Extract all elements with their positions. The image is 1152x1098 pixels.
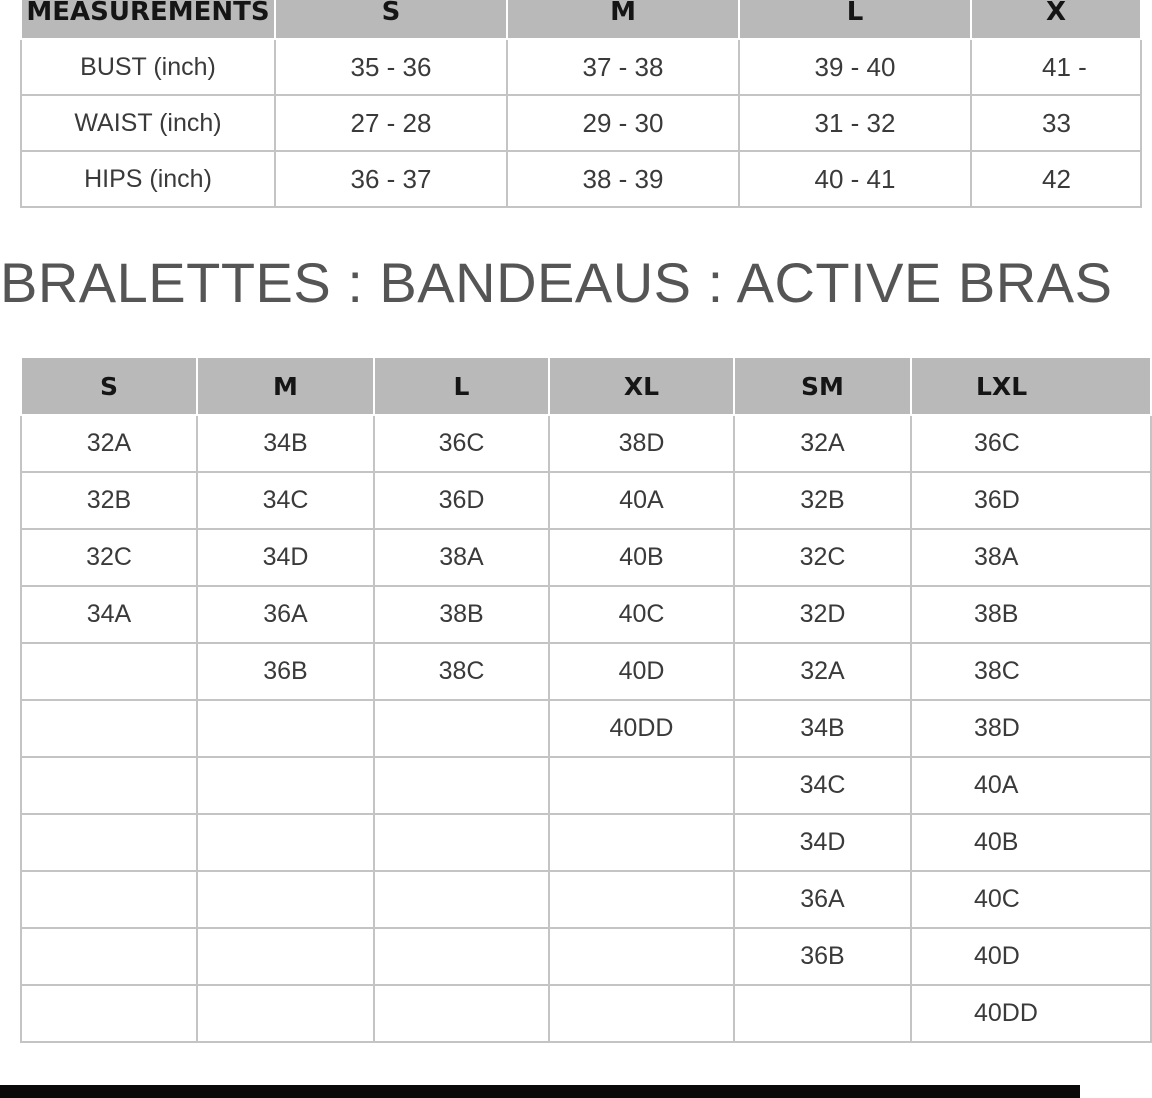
table-cell: 40C (549, 586, 734, 643)
table-cell: 32C (21, 529, 197, 586)
table-cell: 38B (911, 586, 1151, 643)
table-cell: 34D (734, 814, 911, 871)
header-m: M (197, 357, 374, 415)
table-cell: 34C (197, 472, 374, 529)
table-cell: 31 - 32 (739, 95, 971, 151)
table-cell: 40DD (911, 985, 1151, 1042)
table-cell (197, 814, 374, 871)
table-cell: 38A (911, 529, 1151, 586)
table-cell: 34D (197, 529, 374, 586)
table-cell (374, 700, 549, 757)
table-cell (197, 928, 374, 985)
header-s: S (21, 357, 197, 415)
measurements-header-s: S (275, 0, 507, 39)
table-cell: 32A (734, 415, 911, 472)
table-cell: 40C (911, 871, 1151, 928)
table-row (21, 151, 1141, 207)
measurements-header-row (21, 0, 1141, 39)
table-cell: 38A (374, 529, 549, 586)
table-cell (21, 700, 197, 757)
table-cell: 32C (734, 529, 911, 586)
table-row (21, 985, 1151, 1042)
table-cell: 36 - 37 (275, 151, 507, 207)
table-row (21, 415, 1151, 472)
table-cell: 27 - 28 (275, 95, 507, 151)
table-cell (197, 871, 374, 928)
table-row (21, 643, 1151, 700)
header-l: L (374, 357, 549, 415)
table-cell (197, 700, 374, 757)
table-cell (549, 928, 734, 985)
table-cell: 40DD (549, 700, 734, 757)
table-row (21, 95, 1141, 151)
table-cell: 36D (911, 472, 1151, 529)
table-cell (374, 928, 549, 985)
table-row (21, 529, 1151, 586)
table-cell: 38D (549, 415, 734, 472)
measurements-header-l: L (739, 0, 971, 39)
table-cell (374, 814, 549, 871)
table-cell: 34B (197, 415, 374, 472)
table-cell: 32A (734, 643, 911, 700)
table-cell: 32B (21, 472, 197, 529)
table-cell: 38D (911, 700, 1151, 757)
table-cell: 38C (911, 643, 1151, 700)
table-cell: 42 (971, 151, 1141, 207)
table-cell: 29 - 30 (507, 95, 739, 151)
table-cell: 35 - 36 (275, 39, 507, 95)
table-cell: 40B (911, 814, 1151, 871)
table-row (21, 871, 1151, 928)
table-cell: 38 - 39 (507, 151, 739, 207)
table-cell: 39 - 40 (739, 39, 971, 95)
table-row (21, 472, 1151, 529)
measurements-table (20, 0, 1142, 208)
table-cell (197, 757, 374, 814)
table-cell: 32D (734, 586, 911, 643)
table-cell: 32A (21, 415, 197, 472)
table-cell: 40 - 41 (739, 151, 971, 207)
table-cell: 38B (374, 586, 549, 643)
section-title: BRALETTES : BANDEAUS : ACTIVE BRAS (0, 251, 1113, 314)
table-cell: 41 - (971, 39, 1141, 95)
table-row (21, 757, 1151, 814)
table-cell (549, 985, 734, 1042)
table-cell: 36C (374, 415, 549, 472)
row-label-hips: HIPS (inch) (21, 151, 275, 207)
table-row (21, 39, 1141, 95)
table-cell: 34B (734, 700, 911, 757)
table-cell (21, 871, 197, 928)
table-cell: 36C (911, 415, 1151, 472)
table-cell: 40A (911, 757, 1151, 814)
table-cell (21, 643, 197, 700)
table-row (21, 928, 1151, 985)
bralettes-size-table (20, 356, 1152, 1043)
table-cell: 36A (197, 586, 374, 643)
table-cell (549, 814, 734, 871)
table-cell (374, 985, 549, 1042)
measurements-header-m: M (507, 0, 739, 39)
table-cell (374, 871, 549, 928)
bralettes-header-row (21, 357, 1151, 415)
table-cell: 37 - 38 (507, 39, 739, 95)
table-row (21, 814, 1151, 871)
header-sm: SM (734, 357, 911, 415)
table-cell: 36B (197, 643, 374, 700)
table-cell (197, 985, 374, 1042)
table-cell: 40A (549, 472, 734, 529)
table-cell (21, 985, 197, 1042)
table-cell: 40D (549, 643, 734, 700)
table-cell (374, 757, 549, 814)
table-cell: 38C (374, 643, 549, 700)
row-label-waist: WAIST (inch) (21, 95, 275, 151)
table-row (21, 586, 1151, 643)
bottom-bar (0, 1085, 1080, 1098)
table-cell: 33 (971, 95, 1141, 151)
table-cell: 36B (734, 928, 911, 985)
measurements-header-x: X (971, 0, 1141, 39)
header-xl: XL (549, 357, 734, 415)
table-cell: 32B (734, 472, 911, 529)
table-cell (549, 871, 734, 928)
table-cell (21, 814, 197, 871)
table-cell (549, 757, 734, 814)
table-cell (21, 757, 197, 814)
table-cell: 36D (374, 472, 549, 529)
table-cell: 40B (549, 529, 734, 586)
table-cell (734, 985, 911, 1042)
row-label-bust: BUST (inch) (21, 39, 275, 95)
table-cell: 36A (734, 871, 911, 928)
table-cell (21, 928, 197, 985)
table-cell: 40D (911, 928, 1151, 985)
measurements-header: MEASUREMENTS (21, 0, 275, 39)
table-cell: 34A (21, 586, 197, 643)
table-row (21, 700, 1151, 757)
table-cell: 34C (734, 757, 911, 814)
header-lxl: LXL (911, 357, 1151, 415)
